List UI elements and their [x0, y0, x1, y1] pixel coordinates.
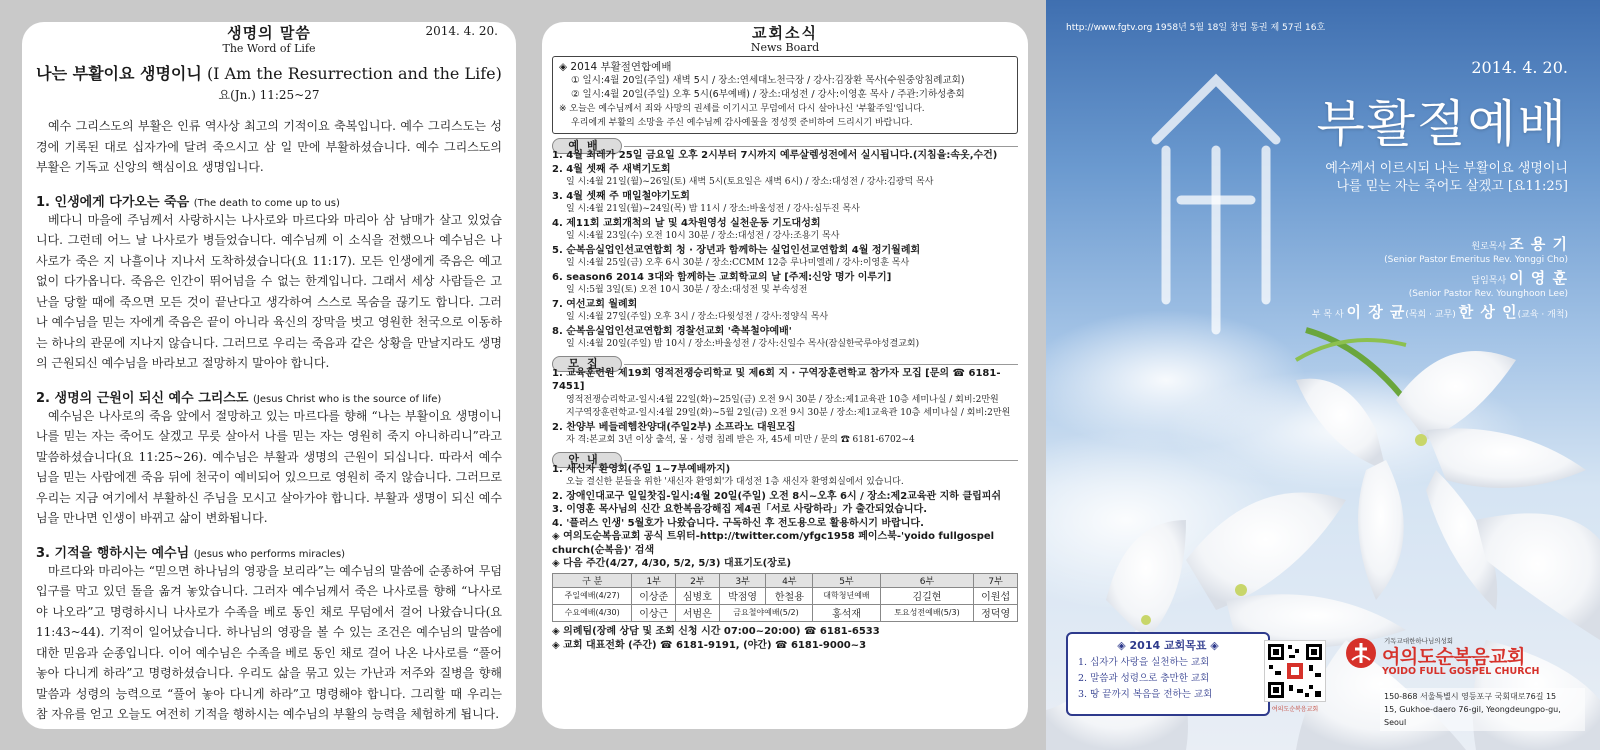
item-detail: 자 격:본교회 3년 이상 출석, 물 · 성령 침례 받은 자, 45세 미만 / 문의 ☎ 6181-6702~4 [566, 435, 915, 445]
pastor-senior [1312, 269, 1568, 288]
item-heading: ◈ 여의도순복음교회 공식 트위터-http://twitter.com/yfgc1958 페이스북-'yoido fullgospel church(순복음)' 검색 [552, 531, 995, 556]
item-heading: 6. season6 2014 3대와 함께하는 교회학교의 날 [주제:신앙 명가 이루기] [552, 271, 892, 283]
divider [624, 460, 1018, 461]
table-header-row [553, 573, 1018, 587]
list-item [552, 149, 1018, 163]
cover-title: 부활절예배 [1316, 95, 1568, 153]
church-phone: ◈ 교회 대표전화 (주간) ☎ 6181-9191, (야간) ☎ 6181-9000~3 [552, 639, 867, 651]
section-heading [36, 542, 502, 561]
sermon-section-2 [36, 387, 502, 529]
table-row [553, 587, 1018, 604]
item-heading: 2. 장애인대교구 일일찻집-일시:4월 20일(주일) 오전 8시~오후 6시 / 장소:제2교육관 지하 클립피쉬 [552, 490, 1002, 502]
table-cell: 서범은 [676, 604, 720, 621]
goals-title: ◈ 2014 교회목표 ◈ [1117, 639, 1219, 652]
item-detail: 일 시:4월 21일(월)~24일(목) 밤 11시 / 장소:바울성전 / 강사:심두진 목사 [566, 204, 860, 214]
sermon-heading-ko: 생명의 말씀 [227, 24, 311, 42]
news-subtitle: News Board [750, 41, 820, 54]
goal-item: 1. 십자가 사랑을 실천하는 교회 [1078, 657, 1210, 668]
goal-item: 2. 말씀과 성령으로 충만한 교회 [1078, 673, 1210, 684]
funeral-contact: ◈ 의례팀(장례 상담 및 조회 신청 시간 07:00~20:00) ☎ 6181-6533 [552, 625, 880, 637]
sermon-title [36, 61, 502, 84]
sermon-heading-en: The Word of Life [222, 42, 316, 55]
list-item [552, 557, 1018, 571]
news-title: 교회소식 [752, 24, 818, 42]
section-heading [36, 191, 502, 210]
pastor-name: 조 용 기 [1509, 235, 1568, 253]
item-heading: 2. 찬양부 베들레헴찬양대(주일2부) 소프라노 대원모집 [552, 421, 796, 433]
recruit-list [552, 367, 1018, 448]
church-address [1380, 688, 1585, 731]
church-emblem-icon [1346, 638, 1376, 668]
pastor-list [1311, 235, 1568, 322]
section-heading-ko: 3. 기적을 행하시는 예수님 [36, 545, 190, 561]
easter-box-title: ◈ 2014 부활절연합예배 [559, 61, 672, 73]
pastor-role: 원로목사 [1471, 242, 1507, 252]
list-item [552, 503, 1018, 517]
item-detail: 영적전쟁승리학교-일시:4월 22일(화)~25일(금) 오전 9시 30분 / 장소:제1교육관 10층 세미나실 / 회비:2만원 [566, 394, 999, 405]
section-body: 예수님은 나사로의 죽음 앞에서 절망하고 있는 마르다를 향해 “나는 부활이요 생명이니 나를 믿는 자는 죽어도 살겠고 무릇 살아서 나를 믿는 자는 영원히 죽지 아니하리니”라고 말씀하셨습니다(요 11:25~26). 예수님은 부활과 생명의 근원이 되십니다. 따라서 예수님을 믿는 사람에겐 죽음 뒤에 천국이 예비되어 있으므로 영원히 죽지 않습니다. 그러므로 우리는 지금 여기에서 부활하신 주님을 모시고 살아가야 합니다. 부활과 생명이 되신 예수님을 만나면 인생이 바뀌고 삶이 변화됩니다. [36, 408, 502, 525]
goal-item: 3. 땅 끝까지 복음을 전하는 교회 [1078, 689, 1213, 700]
easter-note: ※ 오늘은 예수님께서 죄와 사망의 권세를 이기시고 무덤에서 다시 살아나신 '부활주일'입니다. [559, 104, 925, 114]
notice-list [552, 463, 1018, 571]
section-body: 마르다와 마리아는 “믿으면 하나님의 영광을 보리라”는 예수님의 말씀에 순종하여 무덤 입구를 막고 있던 돌을 옮겨 놓았습니다. 그러자 예수님께서 죽은 나사로를 향해 “나사로야 나오라”고 명령하시니 나사로가 수족을 베로 동인 채로 무덤에서 걸어 나왔습니다(요 11:43~44). 기적이 일어났습니다. 하나님의 영광을 볼 수 있는 조건은 예수님의 말씀에 대한 믿음과 순종입니다. 이어 예수님은 수족을 베로 동인 채로 걸어 나온 나사로를 “풀어 놓아 다니게 하라”고 명령하셨습니다. 우리도 삶을 묶고 있는 가난과 저주와 질병을 향해 말씀과 성령의 능력으로 “풀어 놓아 다니게 하라”고 명령해야 합니다. 그리할 때 우리는 참 자유를 얻고 오늘도 여전히 기적을 행하시는 예수님의 부활의 능력을 체험하게 됩니다. [36, 563, 502, 721]
table-cell: 정덕영 [974, 604, 1018, 621]
table-cell: 금요철야예배(5/2) [719, 604, 813, 621]
list-item [552, 530, 1018, 557]
item-heading: 7. 여선교회 월례회 [552, 298, 638, 310]
qr-code-icon[interactable] [1264, 640, 1326, 702]
news-panel [542, 22, 1028, 729]
table-cell: 수요예배(4/30) [553, 604, 632, 621]
divider [624, 364, 1018, 365]
address-en: 15, Gukhoe-daero 76-gil, Yeongdeungpo-gu, Seoul [1384, 705, 1561, 727]
table-header-cell: 3부 [719, 573, 766, 587]
item-detail: 일 시:4월 27일(주일) 오후 3시 / 장소:다윗성전 / 강사:정양식 목사 [566, 312, 829, 322]
list-item [552, 217, 1018, 244]
section-heading-en: (Jesus who performs miracles) [193, 548, 346, 560]
pastor-name-en: (Senior Pastor Emeritus Rev. Yonggi Cho) [1384, 255, 1568, 265]
table-cell: 토요성전예배(5/3) [880, 604, 974, 621]
sermon-title-ko: 나는 부활이요 생명이니 [36, 64, 202, 83]
item-heading: 3. 이영훈 목사님의 신간 요한복음강해집 제4권「서로 사랑하라」가 출간되었습니다. [552, 504, 928, 515]
pastor-role: 부 목 사 [1311, 310, 1344, 320]
item-detail: 일 시:4월 25일(금) 오후 6시 30분 / 장소:CCMM 12층 루나미엘레 / 강사:이영훈 목사 [566, 258, 910, 268]
item-heading: 1. 4월 최레가 25일 금요일 오후 2시부터 7시까지 예루살렘성전에서 실시됩니다.(지침을:속옷,수건) [552, 150, 998, 161]
table-cell: 대학청년예배 [813, 587, 880, 604]
notice-section [552, 448, 1018, 571]
table-header-cell: 5부 [813, 573, 880, 587]
item-heading: 5. 순복음실업인선교연합회 청 · 장년과 함께하는 실업인선교연합회 4월 정기월례회 [552, 244, 921, 256]
cloud-cross-icon [1156, 80, 1276, 330]
divider [624, 146, 1018, 147]
verse-line-1: 예수께서 이르시되 나는 부활이요 생명이니 [1325, 161, 1568, 176]
section-heading-en: (The death to come up to us) [193, 197, 340, 209]
list-item [552, 407, 1018, 421]
item-heading: 1. 새신자 환영회(주일 1~7부예배까지) [552, 463, 731, 475]
table-cell: 이상근 [632, 604, 676, 621]
news-heading [552, 22, 1018, 54]
list-item [552, 490, 1018, 504]
table-cell: 박점영 [719, 587, 766, 604]
recruit-section [552, 352, 1018, 448]
associate-pastors [1311, 303, 1568, 322]
easter-note: 우리에게 부활의 소망을 주신 예수님께 감사예물을 정성껏 준비하여 드리시기 바랍니다. [571, 118, 913, 128]
address-ko: 150-868 서울특별시 영등포구 국회대로76길 15 [1384, 692, 1557, 701]
item-detail: 오늘 결신한 분들을 위한 '새신자 환영회'가 대성전 1층 새신자 환영회실에서 있습니다. [566, 477, 904, 487]
table-cell: 홍석재 [813, 604, 880, 621]
table-header-cell: 2부 [676, 573, 720, 587]
sermon-panel [22, 22, 516, 729]
pastor-name: 한 상 인 [1458, 303, 1518, 321]
cover-verse [1325, 160, 1568, 196]
table-cell: 이상준 [632, 587, 676, 604]
pastor-role: 담임목사 [1471, 276, 1507, 286]
sermon-title-en: (I Am the Resurrection and the Life) [206, 64, 502, 83]
table-cell: 이원섭 [974, 587, 1018, 604]
table-cell: 김길현 [880, 587, 974, 604]
recruit-tag: 모집 [552, 356, 622, 372]
worship-list [552, 149, 1018, 352]
cover-date: 2014. 4. 20. [1471, 58, 1568, 77]
section-heading-ko: 1. 인생에게 다가오는 죽음 [36, 194, 190, 210]
list-item [552, 367, 1018, 408]
section-heading [36, 387, 502, 406]
item-heading: 4. '플러스 인생' 5월호가 나왔습니다. 구독하신 후 전도용으로 활용하시기 바랍니다. [552, 517, 924, 529]
prayer-schedule-table [552, 573, 1018, 622]
pastor-emeritus [1312, 235, 1568, 254]
item-detail: 일 시:4월 21일(월)~26일(토) 새벽 5시(토요일은 새벽 6시) / 장소:대성전 / 강사:김광덕 목사 [566, 177, 934, 187]
table-header-cell: 7부 [974, 573, 1018, 587]
item-heading: 8. 순복음실업인선교연합회 경찰선교회 '축복철야예배' [552, 325, 792, 337]
item-detail: 일 시:5월 3일(토) 오전 10시 30분 / 장소:대성전 및 부속성전 [566, 285, 808, 295]
list-item [552, 421, 1018, 448]
item-heading: ◈ 다음 주간(4/27, 4/30, 5/2, 5/3) 대표기도(장로) [552, 558, 792, 569]
sermon-date: 2014. 4. 20. [425, 24, 498, 38]
table-header-cell: 6부 [880, 573, 974, 587]
table-header-cell: 구 분 [553, 573, 632, 587]
worship-section [552, 134, 1018, 352]
list-item [552, 517, 1018, 531]
worship-tag: 예배 [552, 138, 622, 154]
cover-header-line: http://www.fgtv.org 1958년 5월 18일 창립 통권 제 57권 16호 [1066, 23, 1326, 33]
pastor-dept: (목회 · 교무) [1405, 310, 1456, 320]
news-footer [552, 625, 1018, 653]
list-item [552, 190, 1018, 217]
qr-caption: 여의도순복음교회 [1271, 706, 1319, 713]
item-detail: 일 시:4월 20일(주일) 밤 10시 / 장소:바울성전 / 강사:신일수 목사(잠실한국루야성결교회) [566, 339, 920, 349]
church-goals-box [1066, 632, 1270, 716]
sermon-section-1 [36, 191, 502, 374]
table-cell: 심병호 [676, 587, 720, 604]
pastor-name: 이 영 훈 [1509, 269, 1568, 287]
item-heading: 3. 4월 셋째 주 매일철야기도회 [552, 190, 690, 202]
list-item [552, 463, 1018, 490]
sermon-scripture: 요(Jn.) 11:25~27 [218, 88, 320, 102]
easter-line: ① 일시:4월 20일(주일) 새벽 5시 / 장소:연세대노천극장 / 강사:김장환 목사(수원중앙침례교회) [571, 75, 965, 86]
section-body: 베다니 마을에 주님께서 사랑하시는 나사로와 마르다와 마리아 삼 남매가 살고 있었습니다. 그런데 어느 날 나사로가 병들었습니다. 예수님께 이 소식을 전했으나 예수님은 나사로가 죽은 지 나흘이나 지나서 도착하셨습니다(요 11:17). 모든 인생에게 죽음은 예고 없이 다가옵니다. 죽음은 인간이 뛰어넘을 수 없는 한계입니다. 그래서 세상 사람들은 고난을 당할 때에 죽으면 모든 것이 끝난다고 생각하여 스스로 목숨을 끊기도 합니다. 그러나 예수님을 믿는 자에게 죽음은 끝이 아니라 육신의 장막을 벗고 영원한 천국으로 이동하는 하나의 관문에 지나지 않습니다. 그러므로 우리는 죽음과 같은 상황을 만날지라도 생명의 근원되신 예수님을 바라보고 절망하지 말아야 합니다. [36, 212, 502, 370]
church-denomination: 기독교대한하나님의성회 [1384, 637, 1454, 645]
sermon-section-3 [36, 542, 502, 725]
table-header-cell: 1부 [632, 573, 676, 587]
easter-line: ② 일시:4월 20일(주일) 오후 5시(6부예배) / 장소:대성전 / 강사:이영훈 목사 / 주관:기하성총회 [571, 89, 965, 100]
list-item [552, 244, 1018, 271]
item-detail: 지구역장훈련학교-일시:4월 29일(화)~5월 2일(금) 오전 9시 30분 / 장소:제1교육관 10층 세미나실 / 회비:2만원 [566, 408, 1011, 418]
pastor-name-en: (Senior Pastor Rev. Younghoon Lee) [1408, 289, 1568, 299]
item-heading: 4. 제11회 교회개척의 날 및 4차원영성 실천운동 기도대성회 [552, 217, 821, 229]
cover-panel [1046, 0, 1600, 750]
easter-box [552, 56, 1018, 134]
notice-tag: 안내 [552, 452, 622, 468]
pastor-name: 이 장 균 [1346, 303, 1406, 321]
verse-line-2: 나를 믿는 자는 죽어도 살겠고 [요11:25] [1336, 179, 1568, 194]
pastor-dept: (교육 · 개척) [1517, 310, 1568, 320]
table-cell: 주일예배(4/27) [553, 587, 632, 604]
church-name: 여의도순복음교회 [1382, 646, 1525, 668]
table-row [553, 604, 1018, 621]
table-cell: 한철용 [766, 587, 813, 604]
section-heading-ko: 2. 생명의 근원이 되신 예수 그리스도 [36, 390, 249, 406]
section-heading-en: (Jesus Christ who is the source of life) [252, 393, 442, 405]
list-item [552, 325, 1018, 352]
list-item [552, 298, 1018, 325]
item-heading: 2. 4월 셋째 주 새벽기도회 [552, 163, 671, 175]
list-item [552, 163, 1018, 190]
church-name-en: YOIDO FULL GOSPEL CHURCH [1382, 666, 1540, 677]
item-heading: 1. 교육훈련원 제19회 영적전쟁승리학교 및 제6회 지 · 구역장훈련학교 참가자 모집 [문의 ☎ 6181-7451] [552, 367, 1001, 392]
table-header-cell: 4부 [766, 573, 813, 587]
sermon-intro: 예수 그리스도의 부활은 인류 역사상 최고의 기적이요 축복입니다. 예수 그리스도는 성경에 기록된 대로 십자가에 달려 죽으시고 삼 일 만에 부활하셨습니다. 예수 그리스도의 부활은 기독교 신앙의 핵심이요 생명입니다. [36, 119, 502, 174]
list-item [552, 271, 1018, 298]
item-detail: 일 시:4월 23일(수) 오전 10시 30분 / 장소:대성전 / 강사:조용기 목사 [566, 231, 840, 241]
